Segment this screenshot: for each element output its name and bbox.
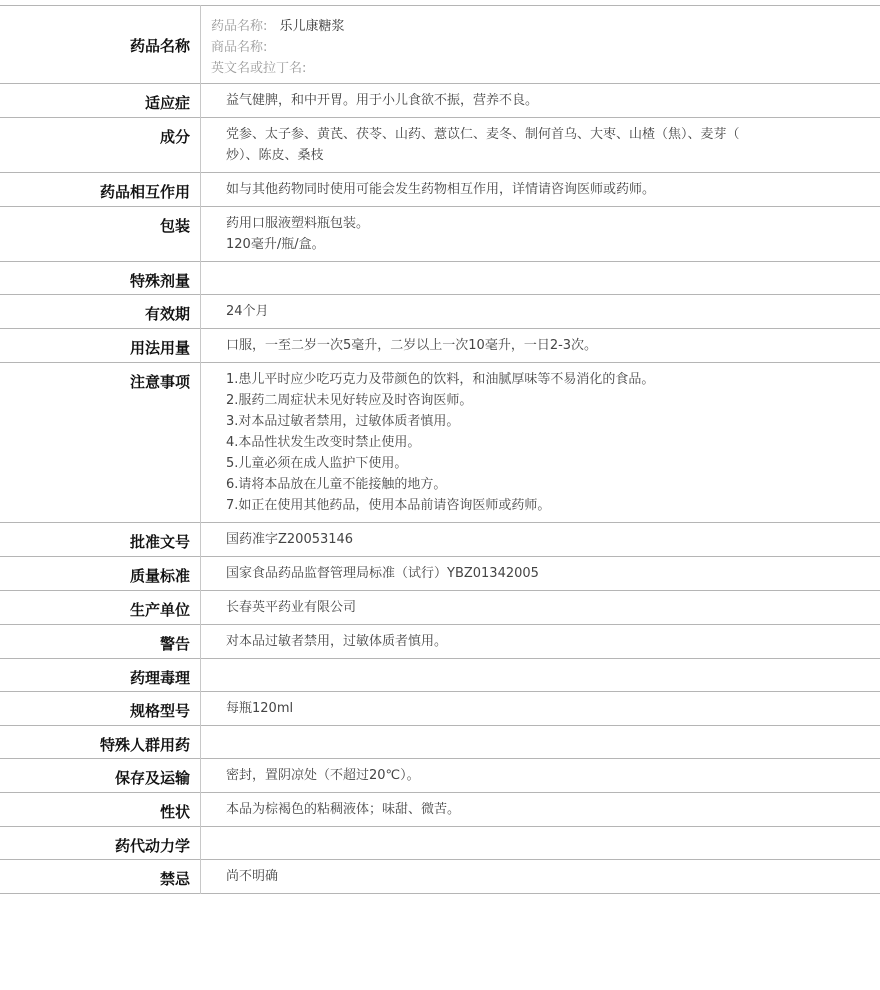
row-value <box>201 625 880 659</box>
spec-row <box>0 173 880 207</box>
empty-value <box>226 732 870 752</box>
spec-row <box>0 793 880 827</box>
row-value <box>201 173 880 207</box>
row-label: 规格型号 <box>0 692 201 726</box>
row-label: 警告 <box>0 625 201 659</box>
value-line: 7.如正在使用其他药品，使用本品前请咨询医师或药师。 <box>226 498 551 513</box>
value-line: 密封，置阴凉处（不超过20℃）。 <box>226 768 420 783</box>
value-line: 尚不明确 <box>226 869 279 884</box>
drug-name-values <box>201 6 880 84</box>
row-label: 性状 <box>0 793 201 827</box>
empty-value <box>226 268 870 288</box>
row-value <box>201 759 880 793</box>
row-label: 质量标准 <box>0 557 201 591</box>
row-value <box>201 523 880 557</box>
empty-value <box>226 665 870 685</box>
spec-row <box>0 860 880 894</box>
value-line: 6.请将本品放在儿童不能接触的地方。 <box>226 477 447 492</box>
value-line: 党参、太子参、黄芪、茯苓、山药、薏苡仁、麦冬、制何首乌、大枣、山楂（焦）、麦芽（ <box>226 127 740 142</box>
spec-row <box>0 295 880 329</box>
spec-row <box>0 262 880 295</box>
drug-spec-table <box>0 5 880 894</box>
generic-name-value: 乐儿康糖浆 <box>279 19 345 34</box>
row-label: 注意事项 <box>0 363 201 523</box>
row-value <box>201 827 880 860</box>
english-name-prefix: 英文名或拉丁名: <box>211 61 307 76</box>
row-value <box>201 118 880 173</box>
spec-row <box>0 363 880 523</box>
generic-name-line <box>211 16 870 37</box>
value-line: 药用口服液塑料瓶包装。 <box>226 216 370 231</box>
row-label: 用法用量 <box>0 329 201 363</box>
row-label: 特殊剂量 <box>0 262 201 295</box>
row-label: 成分 <box>0 118 201 173</box>
generic-name-prefix: 药品名称: <box>211 19 268 34</box>
value-line: 国药准字Z20053146 <box>226 532 354 547</box>
value-line: 长春英平药业有限公司 <box>226 600 357 615</box>
value-line: 炒）、陈皮、桑枝 <box>226 148 324 163</box>
spec-row <box>0 726 880 759</box>
row-label: 禁忌 <box>0 860 201 894</box>
spec-row-drug-name <box>0 6 880 84</box>
value-line: 120毫升/瓶/盒。 <box>226 237 325 252</box>
value-line: 4.本品性状发生改变时禁止使用。 <box>226 435 421 450</box>
row-value <box>201 793 880 827</box>
row-value <box>201 329 880 363</box>
spec-row <box>0 207 880 262</box>
spec-row <box>0 591 880 625</box>
row-value <box>201 207 880 262</box>
spec-row <box>0 625 880 659</box>
spec-row <box>0 557 880 591</box>
row-label: 生产单位 <box>0 591 201 625</box>
spec-row <box>0 659 880 692</box>
value-line: 1.患儿平时应少吃巧克力及带颜色的饮料，和油腻厚味等不易消化的食品。 <box>226 372 655 387</box>
spec-row <box>0 759 880 793</box>
row-label: 保存及运输 <box>0 759 201 793</box>
row-label: 药代动力学 <box>0 827 201 860</box>
row-label: 药理毒理 <box>0 659 201 692</box>
value-line: 3.对本品过敏者禁用，过敏体质者慎用。 <box>226 414 460 429</box>
spec-row <box>0 692 880 726</box>
row-value <box>201 295 880 329</box>
row-label: 特殊人群用药 <box>0 726 201 759</box>
row-value <box>201 860 880 894</box>
value-line: 如与其他药物同时使用可能会发生药物相互作用，详情请咨询医师或药师。 <box>226 182 656 197</box>
row-value <box>201 262 880 295</box>
value-line: 国家食品药品监督管理局标准（试行）YBZ01342005 <box>226 566 539 581</box>
value-line: 对本品过敏者禁用，过敏体质者慎用。 <box>226 634 448 649</box>
value-line: 2.服药二周症状未见好转应及时咨询医师。 <box>226 393 473 408</box>
row-label: 药品名称 <box>0 6 201 84</box>
row-label: 有效期 <box>0 295 201 329</box>
spec-row <box>0 118 880 173</box>
row-label: 批准文号 <box>0 523 201 557</box>
spec-row <box>0 329 880 363</box>
row-label: 药品相互作用 <box>0 173 201 207</box>
row-value <box>201 591 880 625</box>
empty-value <box>226 833 870 853</box>
value-line: 益气健脾，和中开胃。用于小儿食欲不振，营养不良。 <box>226 93 539 108</box>
row-value <box>201 659 880 692</box>
row-value <box>201 84 880 118</box>
row-label: 包装 <box>0 207 201 262</box>
row-value <box>201 557 880 591</box>
spec-row <box>0 827 880 860</box>
row-value <box>201 692 880 726</box>
spec-row <box>0 523 880 557</box>
row-value <box>201 363 880 523</box>
row-value <box>201 726 880 759</box>
value-line: 口服，一至二岁一次5毫升，二岁以上一次10毫升，一日2-3次。 <box>226 338 598 353</box>
spec-row <box>0 84 880 118</box>
value-line: 每瓶120ml <box>226 701 294 716</box>
trade-name-prefix: 商品名称: <box>211 40 268 55</box>
row-label: 适应症 <box>0 84 201 118</box>
value-line: 5.儿童必须在成人监护下使用。 <box>226 456 408 471</box>
value-line: 本品为棕褐色的粘稠液体；味甜、微苦。 <box>226 802 461 817</box>
value-line: 24个月 <box>226 304 269 319</box>
